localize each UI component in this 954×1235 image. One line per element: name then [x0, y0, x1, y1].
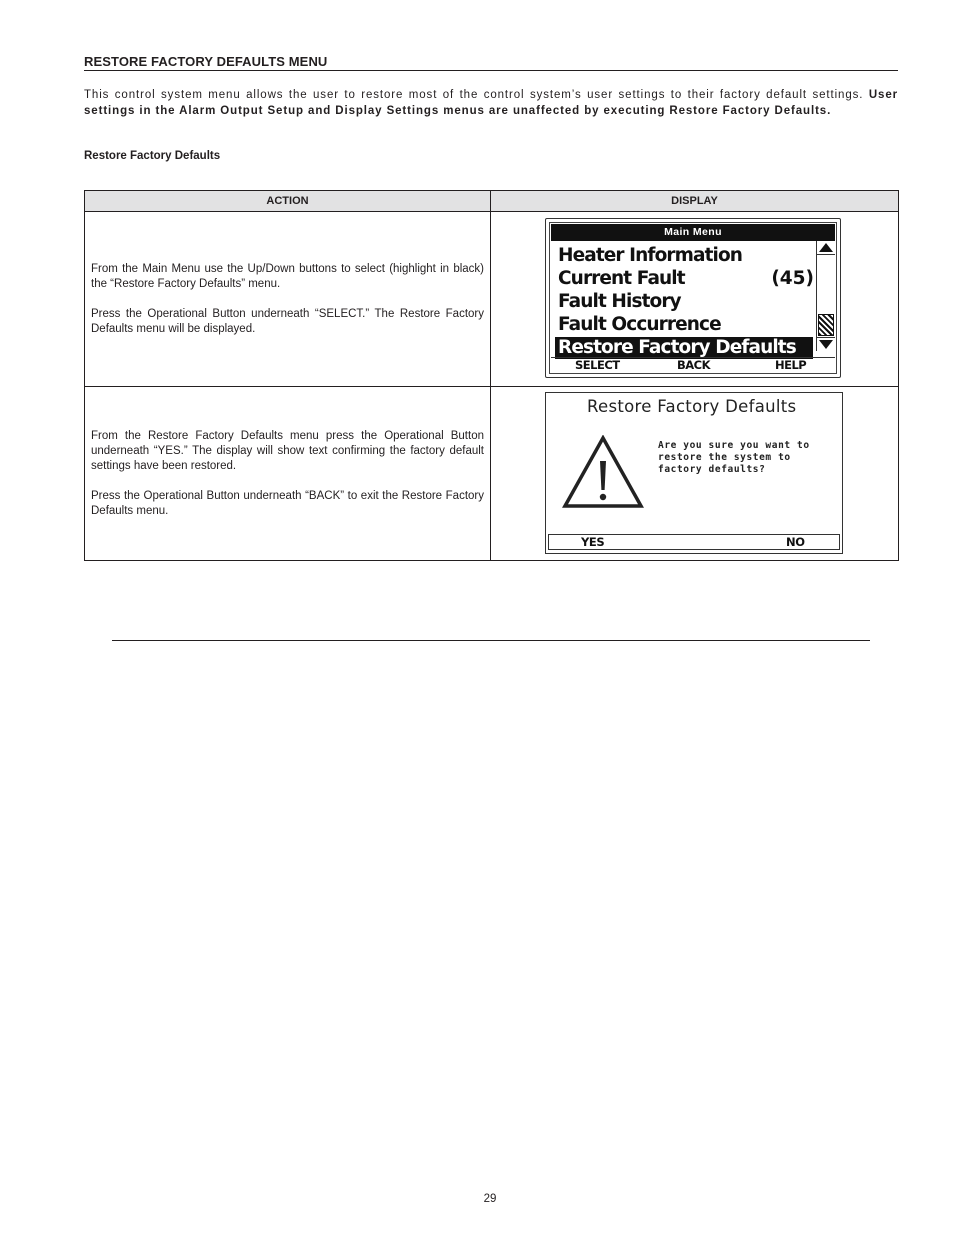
menu-item-current-fault[interactable]: Current Fault — [558, 268, 685, 289]
action-cell — [85, 387, 491, 561]
screen-title: Restore Factory Defaults — [587, 397, 797, 416]
display-cell — [491, 212, 899, 387]
confirmation-message: Are you sure you want to restore the system to factory defaults? — [658, 440, 810, 475]
scroll-thumb[interactable] — [818, 314, 834, 336]
scroll-up-arrow-icon[interactable] — [819, 243, 833, 252]
softkey-yes[interactable]: YES — [581, 535, 605, 549]
intro-paragraph — [84, 87, 898, 119]
display-column-header: DISPLAY — [491, 191, 899, 212]
restore-defaults-screen — [545, 392, 843, 554]
warning-triangle-icon — [562, 435, 644, 509]
table-row — [85, 212, 899, 387]
footer-divider — [112, 640, 870, 641]
steps-table — [84, 190, 899, 561]
menu-item-fault-history[interactable]: Fault History — [558, 291, 681, 312]
menu-item-heater-information[interactable]: Heater Information — [558, 245, 743, 266]
softkey-select[interactable]: SELECT — [575, 358, 620, 372]
menu-item-fault-occurrence[interactable]: Fault Occurrence — [558, 314, 721, 335]
action-step-text: From the Main Menu use the Up/Down buttons to select (highlight in black) the “Restore Factory Defaults” menu. — [91, 262, 484, 290]
main-menu-screen — [545, 218, 841, 378]
action-cell — [85, 212, 491, 387]
intro-bold-note: User settings in the Alarm Output Setup and Display Settings menus are unaffected by executing Restore Factory Defaults. — [84, 89, 898, 117]
table-row — [85, 387, 899, 561]
action-column-header: ACTION — [85, 191, 491, 212]
table-subheading: Restore Factory Defaults — [84, 150, 221, 162]
softkey-bar — [551, 357, 835, 372]
action-step-text: From the Restore Factory Defaults menu press the Operational Button underneath “YES.” The display will show text confirming the factory default settings have been restored. — [91, 429, 484, 472]
page-number: 29 — [483, 1193, 497, 1205]
softkey-back[interactable]: BACK — [677, 358, 711, 372]
softkey-no[interactable]: NO — [786, 535, 805, 549]
fault-count: (45) — [771, 268, 814, 289]
action-step-text: Press the Operational Button underneath “BACK” to exit the Restore Factory Defaults menu. — [91, 489, 484, 517]
softkey-bar — [548, 534, 840, 550]
softkey-help[interactable]: HELP — [775, 358, 807, 372]
section-title: RESTORE FACTORY DEFAULTS MENU — [84, 54, 898, 71]
intro-text: This control system menu allows the user to restore most of the control system’s user settings to their factory default settings. — [84, 89, 864, 101]
menu-item-restore-factory-defaults[interactable]: Restore Factory Defaults — [555, 337, 813, 359]
screen-title: Main Menu — [551, 224, 835, 241]
scroll-down-arrow-icon[interactable] — [819, 340, 833, 349]
action-step-text: Press the Operational Button underneath “SELECT.” The Restore Factory Defaults menu will be displayed. — [91, 307, 484, 335]
display-cell — [491, 387, 899, 561]
menu-scrollbar[interactable] — [816, 241, 835, 351]
